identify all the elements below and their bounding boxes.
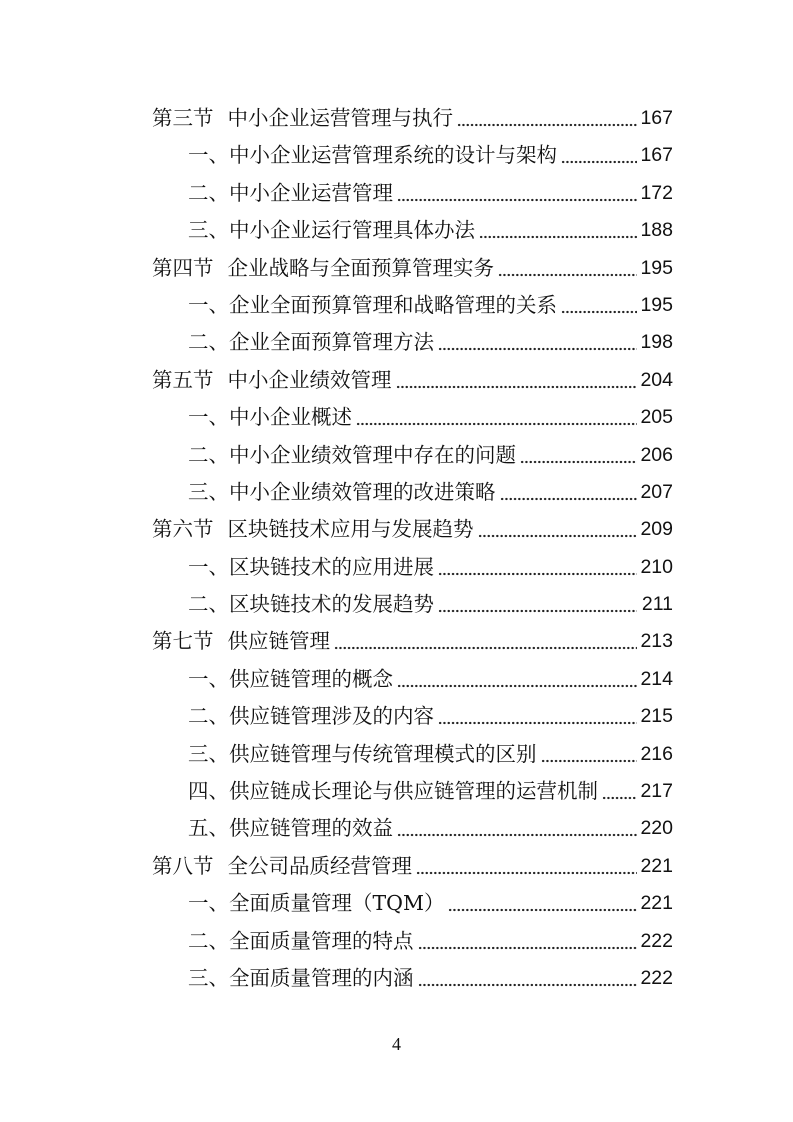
section-number: 第三节: [152, 106, 214, 130]
subsection-number: 一、: [188, 891, 229, 916]
subsection-number: 三、: [188, 965, 229, 990]
toc-subsection-entry: [188, 212, 673, 249]
entry-title: 中小企业运营管理系统的设计与架构: [229, 143, 557, 168]
toc-subsection-entry: [188, 324, 673, 361]
toc-section-entry: [152, 623, 673, 660]
toc-subsection-entry: [188, 137, 673, 174]
entry-page-number: 222: [640, 929, 673, 952]
entry-page-number: 217: [640, 780, 673, 803]
subsection-number: 三、: [188, 218, 229, 243]
entry-title: 中小企业运行管理具体办法: [229, 218, 475, 243]
toc-subsection-entry: [188, 549, 673, 586]
entry-title: 区块链技术的应用进展: [229, 554, 434, 579]
toc-subsection-entry: [188, 885, 673, 922]
section-number: 第四节: [152, 255, 214, 280]
entry-page-number: 205: [640, 406, 673, 429]
subsection-number: 二、: [188, 442, 229, 467]
subsection-number: 一、: [188, 554, 229, 579]
entry-title: 全公司品质经营管理: [227, 853, 412, 878]
subsection-number: 二、: [188, 330, 229, 355]
subsection-number: 二、: [188, 180, 229, 205]
dot-leader: [602, 773, 637, 810]
entry-page-number: 213: [640, 630, 673, 653]
entry-title: 区块链技术的发展趋势: [229, 592, 434, 617]
entry-page-number: 211: [641, 593, 673, 616]
entry-title: 供应链管理涉及的内容: [229, 704, 434, 729]
entry-page-number: 220: [640, 817, 673, 840]
entry-page-number: 167: [640, 107, 673, 129]
subsection-number: 三、: [188, 741, 229, 766]
toc-subsection-entry: [188, 586, 673, 623]
entry-title: 中小企业运营管理: [229, 180, 393, 205]
dot-leader: [457, 100, 637, 137]
entry-title: 全面质量管理的内涵: [229, 965, 414, 990]
dot-leader: [418, 960, 638, 997]
subsection-number: 一、: [188, 292, 229, 317]
entry-page-number: 206: [640, 443, 673, 466]
entry-page-number: 210: [640, 555, 673, 578]
toc-subsection-entry: [188, 175, 673, 212]
toc-subsection-entry: [188, 437, 673, 474]
dot-leader: [438, 698, 637, 735]
toc-subsection-entry: [188, 960, 673, 997]
entry-title: 全面质量管理（TQM）: [229, 891, 445, 916]
subsection-number: 二、: [188, 704, 229, 729]
toc-subsection-entry: [188, 810, 673, 847]
entry-page-number: 195: [640, 293, 673, 316]
dot-leader: [498, 250, 637, 287]
entry-title: 全面质量管理的特点: [229, 928, 414, 953]
entry-title: 中小企业绩效管理中存在的问题: [229, 442, 516, 467]
dot-leader: [520, 437, 637, 474]
subsection-number: 二、: [188, 592, 229, 617]
entry-title: 供应链管理: [227, 629, 330, 654]
entry-page-number: 172: [640, 181, 673, 204]
dot-leader: [396, 362, 638, 399]
toc-subsection-entry: [188, 773, 673, 810]
subsection-number: 二、: [188, 928, 229, 953]
entry-page-number: 204: [640, 368, 673, 391]
entry-page-number: 221: [640, 892, 673, 915]
dot-leader: [416, 848, 637, 885]
dot-leader: [478, 511, 638, 548]
dot-leader: [334, 623, 637, 660]
dot-leader: [397, 810, 637, 847]
toc-section-entry: [152, 250, 673, 287]
entry-page-number: 216: [640, 742, 673, 765]
entry-page-number: 222: [640, 966, 673, 989]
section-number: 第五节: [152, 367, 214, 392]
dot-leader: [561, 287, 637, 324]
toc-subsection-entry: [188, 287, 673, 324]
section-number: 第七节: [152, 629, 214, 654]
toc-subsection-entry: [188, 923, 673, 960]
entry-title: 供应链管理的概念: [229, 666, 393, 691]
subsection-number: 一、: [188, 143, 229, 168]
toc-subsection-entry: [188, 736, 673, 773]
dot-leader: [500, 474, 638, 511]
toc-subsection-entry: [188, 698, 673, 735]
dot-leader: [438, 586, 637, 623]
entry-title: 企业战略与全面预算管理实务: [227, 255, 494, 280]
subsection-number: 四、: [188, 779, 229, 804]
entry-page-number: 209: [640, 518, 673, 541]
dot-leader: [438, 324, 637, 361]
toc-subsection-entry: [188, 399, 673, 436]
entry-page-number: 167: [640, 144, 673, 167]
entry-page-number: 188: [640, 219, 673, 242]
entry-title: 中小企业绩效管理: [227, 367, 392, 392]
page-number: 4: [392, 1034, 401, 1054]
dot-leader: [418, 923, 638, 960]
toc-section-entry: [152, 100, 673, 137]
section-number: 第八节: [152, 853, 214, 878]
subsection-number: 五、: [188, 816, 229, 841]
toc-section-entry: [152, 362, 673, 399]
entry-title: 中小企业绩效管理的改进策略: [229, 479, 496, 504]
dot-leader: [397, 661, 637, 698]
toc-section-entry: [152, 848, 673, 885]
toc-subsection-entry: [188, 661, 673, 698]
entry-page-number: 198: [640, 331, 673, 354]
dot-leader: [438, 549, 637, 586]
dot-leader: [448, 885, 637, 922]
entry-page-number: 207: [640, 480, 673, 503]
entry-page-number: 215: [640, 705, 673, 728]
dot-leader: [356, 399, 637, 436]
section-number: 第六节: [152, 517, 214, 542]
entry-title: 供应链管理的效益: [229, 816, 393, 841]
subsection-number: 三、: [188, 479, 229, 504]
entry-title: 供应链管理与传统管理模式的区别: [229, 741, 537, 766]
entry-page-number: 221: [640, 854, 673, 877]
subsection-number: 一、: [188, 405, 229, 430]
dot-leader: [397, 175, 637, 212]
dot-leader: [479, 212, 637, 249]
entry-title: 中小企业运营管理与执行: [227, 106, 453, 130]
table-of-contents: [0, 100, 793, 997]
toc-subsection-entry: [188, 474, 673, 511]
dot-leader: [541, 736, 638, 773]
entry-page-number: 195: [640, 256, 673, 279]
subsection-number: 一、: [188, 666, 229, 691]
entry-page-number: 214: [640, 667, 673, 690]
toc-section-entry: [152, 511, 673, 548]
entry-title: 企业全面预算管理方法: [229, 330, 434, 355]
entry-title: 供应链成长理论与供应链管理的运营机制: [229, 779, 598, 804]
entry-title: 企业全面预算管理和战略管理的关系: [229, 292, 557, 317]
entry-title: 中小企业概述: [229, 405, 352, 430]
dot-leader: [561, 137, 637, 174]
entry-title: 区块链技术应用与发展趋势: [227, 517, 474, 542]
